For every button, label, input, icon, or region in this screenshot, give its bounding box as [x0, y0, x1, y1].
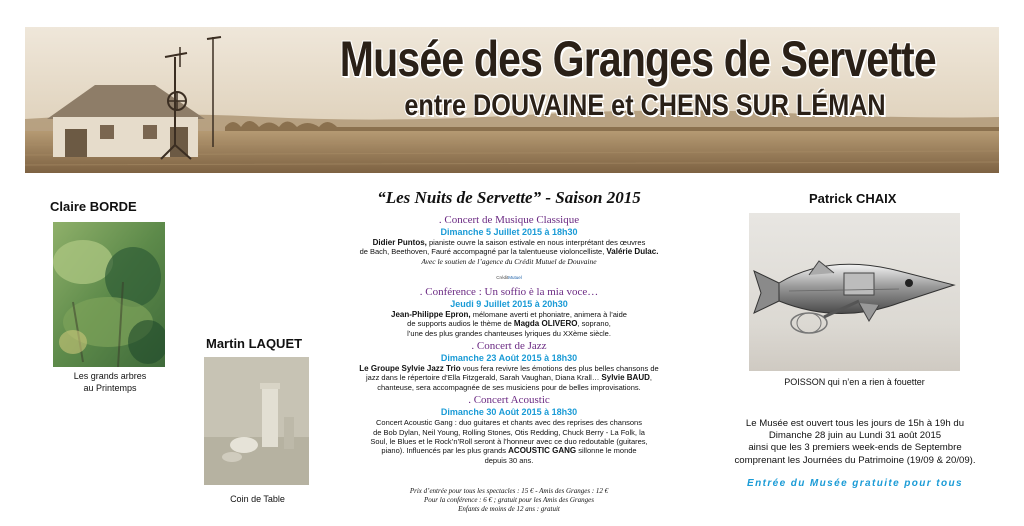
page-subtitle: entre DOUVAINE et CHENS SUR LÉMAN [404, 89, 886, 122]
event-title: . Conférence : Un soffio è la mia voce… [419, 285, 599, 298]
event-date: Jeudi 9 Juillet 2015 à 20h30 [450, 298, 568, 309]
artist-name-patrick: Patrick CHAIX [809, 191, 897, 206]
event-classical [338, 214, 680, 284]
sculpture-patrick-chaix [749, 213, 960, 371]
painting-martin-laquet [204, 357, 309, 485]
caption-martin: Coin de Table [230, 494, 285, 504]
event-description: Concert Acoustic Gang : duo guitares et chants avec des reprises des chansons de Bob Dylan, Neil Young, Rolling Stones, Otis Redding, Chuck Berry - La Folk, la Soul, le Blues et le Rock’n’Roll seront à l’honneur avec ce duo redoutable (guitares, piano). Influencés par les plus grands ACOUSTIC GANG sillonne le monde depuis 30 ans. [370, 418, 648, 465]
artist-name-martin: Martin LAQUET [206, 336, 303, 351]
price-info: Prix d’entrée pour tous les spectacles : 15 € - Amis des Granges : 12 € Pour la conférence : 6 € ; gratuit pour les Amis des Granges Enfants de moins de 12 ans : gratuit [409, 487, 609, 513]
event-description: Didier Puntos, pianiste ouvre la saison estivale en nous interprétant des œuvres de Bach, Beethoven, Fauré accompagné par la talentueuse violoncelliste, Valérie Dulac. [359, 238, 659, 257]
event-acoustic [338, 394, 680, 465]
event-description: Le Groupe Sylvie Jazz Trio vous fera revivre les émotions des plus belles chansons de jazz dans le répertoire d’Ella Fitzgerald, Sarah Vaughan, Diana Krall… Sylvie BAUD, chanteuse, sera accompagnée de ses musiciens pour de belles improvisations. [359, 364, 659, 392]
painting-claire-borde [53, 222, 165, 367]
credit-mutuel-logo: CréditMutuel [496, 274, 522, 280]
event-jazz [338, 340, 680, 392]
event-title: . Concert de Jazz [471, 340, 547, 353]
museum-opening-hours: Le Musée est ouvert tous les jours de 15h à 19h du Dimanche 28 juin au Lundi 31 août 2015 ainsi que les 3 premiers week-ends de Septembre comprenant les Journées du Patrimoine (19/09 & 20/09). [734, 418, 976, 466]
artist-name-claire: Claire BORDE [50, 199, 137, 214]
event-title: . Concert Acoustic [468, 394, 550, 407]
caption-patrick: POISSON qui n’en a rien à fouetter [784, 377, 925, 387]
caption-claire: Les grands arbres au Printemps [73, 371, 147, 393]
event-date: Dimanche 23 Août 2015 à 18h30 [440, 353, 578, 364]
header-banner [25, 27, 999, 173]
event-description: Jean-Philippe Epron, mélomane averti et phoniatre, animera à l’aide de supports audios le thème de Magda OLIVERO, soprano, l’une des plus grandes chanteuses lyriques du XXème siècle. [391, 309, 627, 338]
season-title: “Les Nuits de Servette” - Saison 2015 [377, 188, 641, 207]
free-entry-notice: Entrée du Musée gratuite pour tous [747, 478, 963, 489]
event-date: Dimanche 30 Août 2015 à 18h30 [440, 407, 578, 418]
page-title: Musée des Granges de Servette [339, 31, 936, 87]
event-date: Dimanche 5 Juillet 2015 à 18h30 [440, 227, 578, 237]
event-title: . Concert de Musique Classique [438, 214, 580, 226]
event-sponsor: Avec le soutien de l’agence du Crédit Mutuel de Douvaine [421, 256, 597, 266]
event-conference [338, 286, 680, 338]
program [338, 188, 680, 465]
